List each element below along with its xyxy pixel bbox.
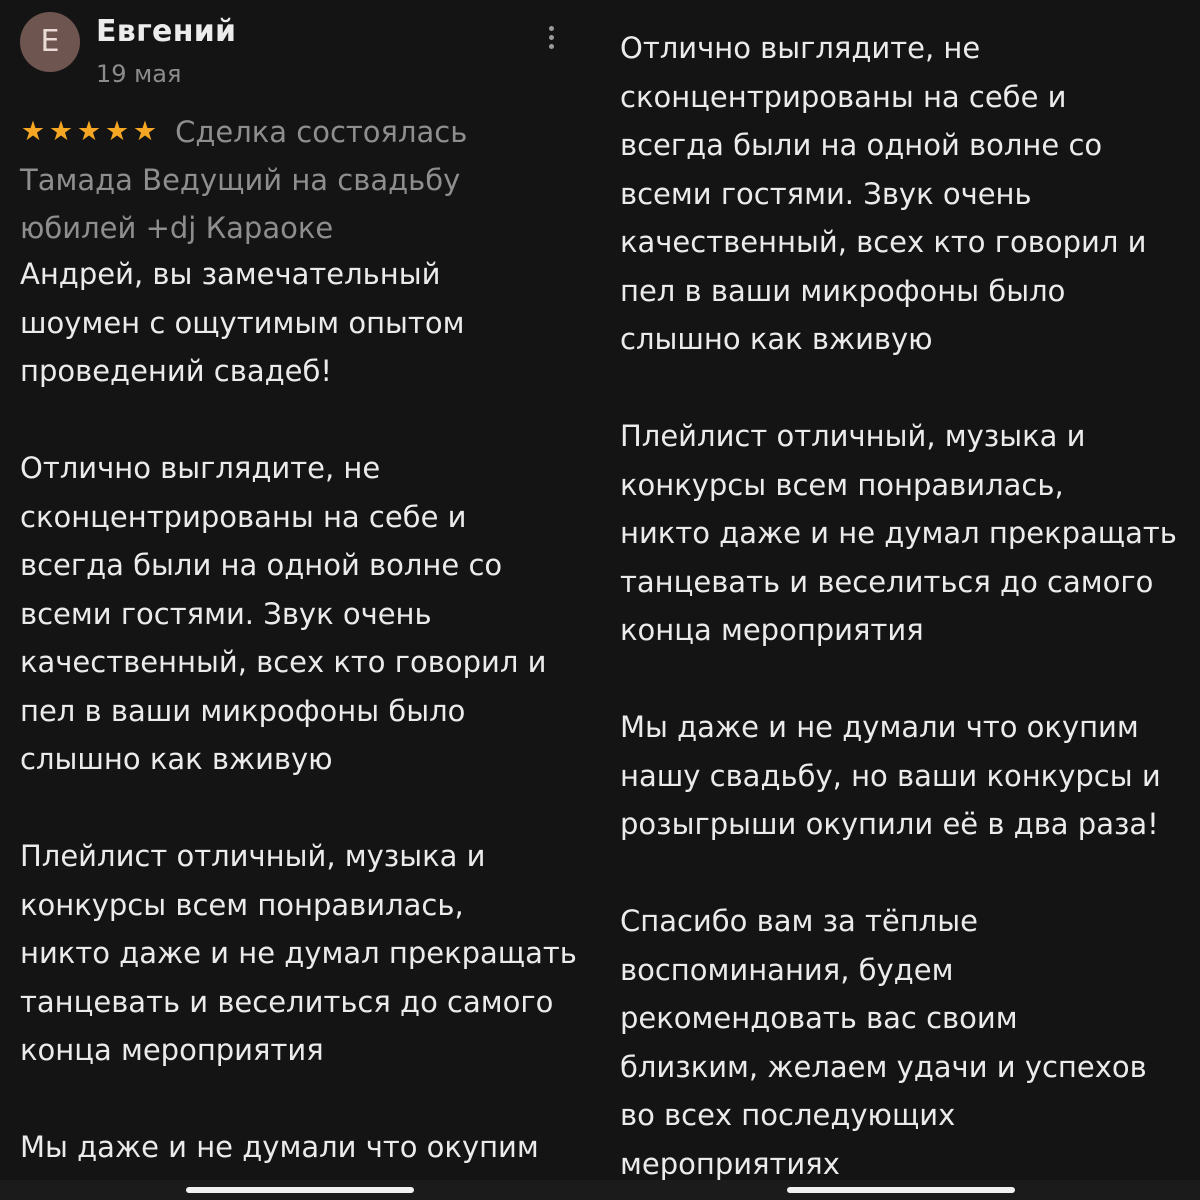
rating-row <box>20 106 467 158</box>
home-indicator[interactable] <box>787 1187 1015 1193</box>
more-options-button[interactable] <box>541 26 561 56</box>
review-header <box>20 12 580 88</box>
review-date: 19 мая <box>96 60 182 88</box>
more-vertical-icon-dot <box>549 35 554 40</box>
star-icon: ★ <box>104 116 130 147</box>
star-icon: ★ <box>132 116 158 147</box>
more-vertical-icon-dot <box>549 44 554 49</box>
review-text-continued: Отлично выглядите, не сконцентрированы на себе и всегда были на одной волне со всеми гостями. Звук очень качественный, всех кто говорил и пел в ваши микрофоны было слышно как вживую Плейлист отличный, музыка и конкурсы всем понравилась, никто даже и не думал прекращать танцевать и веселиться до самого конца мероприятия Мы даже и не думали что окупим нашу свадьбу, но ваши конкурсы и розыгрыши окупили её в два раза! Спасибо вам за тёплые воспоминания, будем рекомендовать вас своим близким, желаем удачи и успехов во всех последующих мероприятиях <box>620 31 1177 1181</box>
author-name[interactable]: Евгений <box>96 14 237 49</box>
avatar[interactable]: Е <box>20 12 80 72</box>
star-icon: ★ <box>76 116 102 147</box>
service-title[interactable]: Тамада Ведущий на свадьбу юбилей +dj Караоке <box>20 163 461 245</box>
navigation-bar <box>600 1180 1200 1200</box>
more-vertical-icon <box>549 26 554 31</box>
star-icon: ★ <box>48 116 74 147</box>
deal-status: Сделка состоялась <box>175 115 468 149</box>
review-screen-right <box>600 0 1200 1200</box>
navigation-bar <box>0 1180 600 1200</box>
home-indicator[interactable] <box>186 1187 414 1193</box>
star-rating <box>20 106 160 158</box>
review-text: Андрей, вы замечательный шоумен с ощутимым опытом проведений свадеб! Отлично выглядите, не сконцентрированы на себе и всегда были на одной волне со всеми гостями. Звук очень качественный, всех кто говорил и пел в ваши микрофоны было слышно как вживую Плейлист отличный, музыка и конкурсы всем понравилась, никто даже и не думал прекращать танцевать и веселиться до самого конца мероприятия Мы даже и не думали что окупим <box>20 257 577 1164</box>
star-icon: ★ <box>20 116 46 147</box>
